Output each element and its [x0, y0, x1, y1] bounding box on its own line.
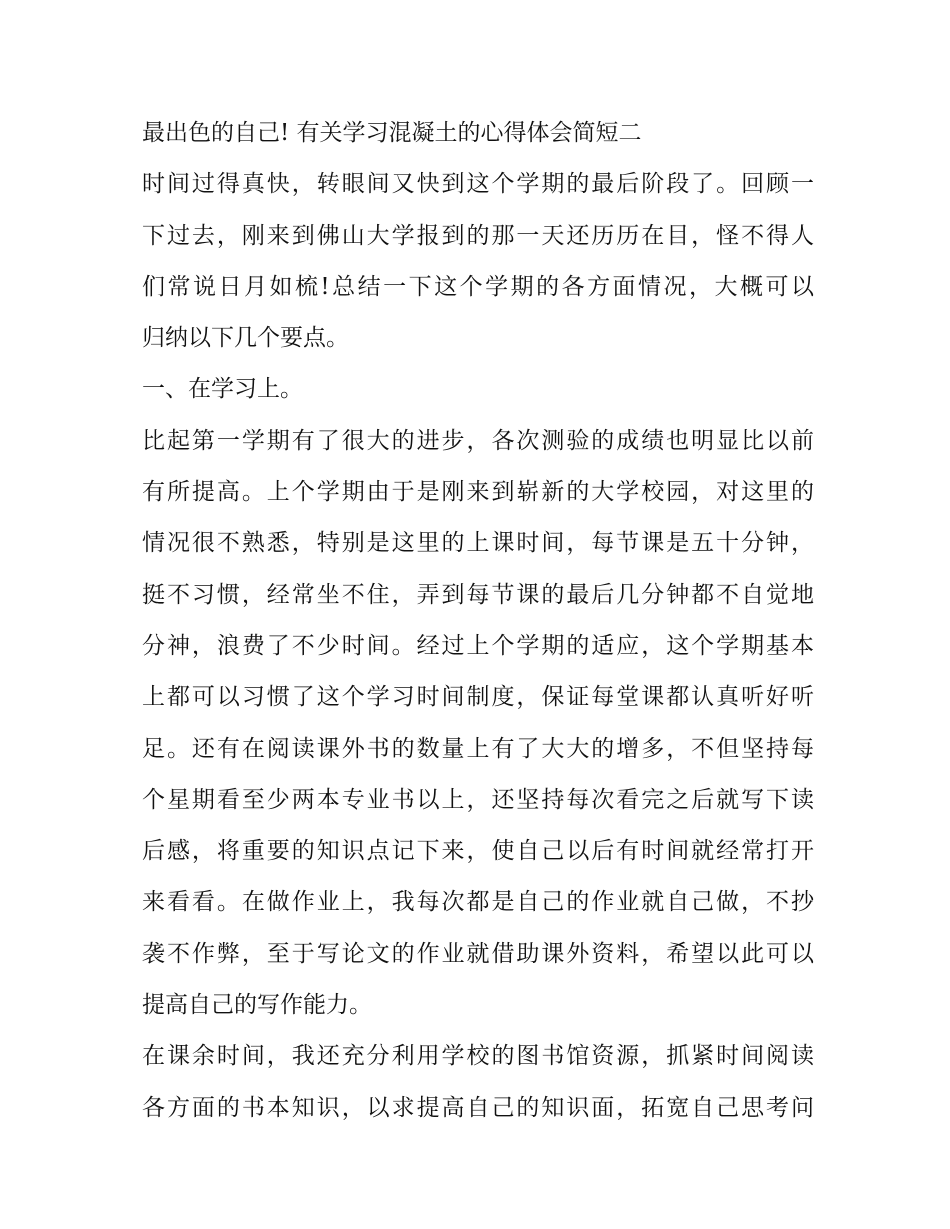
text-line: 各方面的书本知识，以求提高自己的知识面，拓宽自己思考问 — [142, 1094, 814, 1121]
document-title: 最出色的自己! 有关学习混凝土的心得体会简短二 — [142, 120, 642, 146]
text-line: 分神，浪费了不少时间。经过上个学期的适应，这个学期基本 — [142, 632, 814, 659]
text-line: 足。还有在阅读课外书的数量上有了大大的增多，不但坚持每 — [142, 735, 814, 762]
text-line: 提高自己的写作能力。 — [142, 992, 372, 1019]
text-line: 情况很不熟悉，特别是这里的上课时间，每节课是五十分钟， — [142, 530, 814, 557]
text-line: 在课余时间，我还充分利用学校的图书馆资源，抓紧时间阅读 — [142, 1043, 814, 1070]
text-line: 上都可以习惯了这个学习时间制度，保证每堂课都认真听好听 — [142, 684, 814, 711]
text-line: 下过去，刚来到佛山大学报到的那一天还历历在目，怪不得人 — [142, 222, 814, 249]
text-line: 袭不作弊，至于写论文的作业就借助课外资料，希望以此可以 — [142, 940, 814, 967]
text-line: 个星期看至少两本专业书以上，还坚持每次看完之后就写下读 — [142, 786, 814, 813]
document-body — [142, 108, 814, 1134]
text-line: 归纳以下几个要点。 — [142, 325, 349, 352]
section-heading: 一、在学习上。 — [142, 376, 303, 403]
text-line: 有所提高。上个学期由于是刚来到崭新的大学校园，对这里的 — [142, 479, 814, 506]
text-line: 挺不习惯，经常坐不住，弄到每节课的最后几分钟都不自觉地 — [142, 581, 814, 608]
text-line: 来看看。在做作业上，我每次都是自己的作业就自己做，不抄 — [142, 889, 814, 916]
text-line: 后感，将重要的知识点记下来，使自己以后有时间就经常打开 — [142, 838, 814, 865]
text-line: 时间过得真快，转眼间又快到这个学期的最后阶段了。回顾一 — [142, 171, 814, 198]
text-line: 比起第一学期有了很大的进步，各次测验的成绩也明显比以前 — [142, 427, 814, 454]
text-line: 们常说日月如梳!总结一下这个学期的各方面情况，大概可以 — [142, 273, 814, 300]
